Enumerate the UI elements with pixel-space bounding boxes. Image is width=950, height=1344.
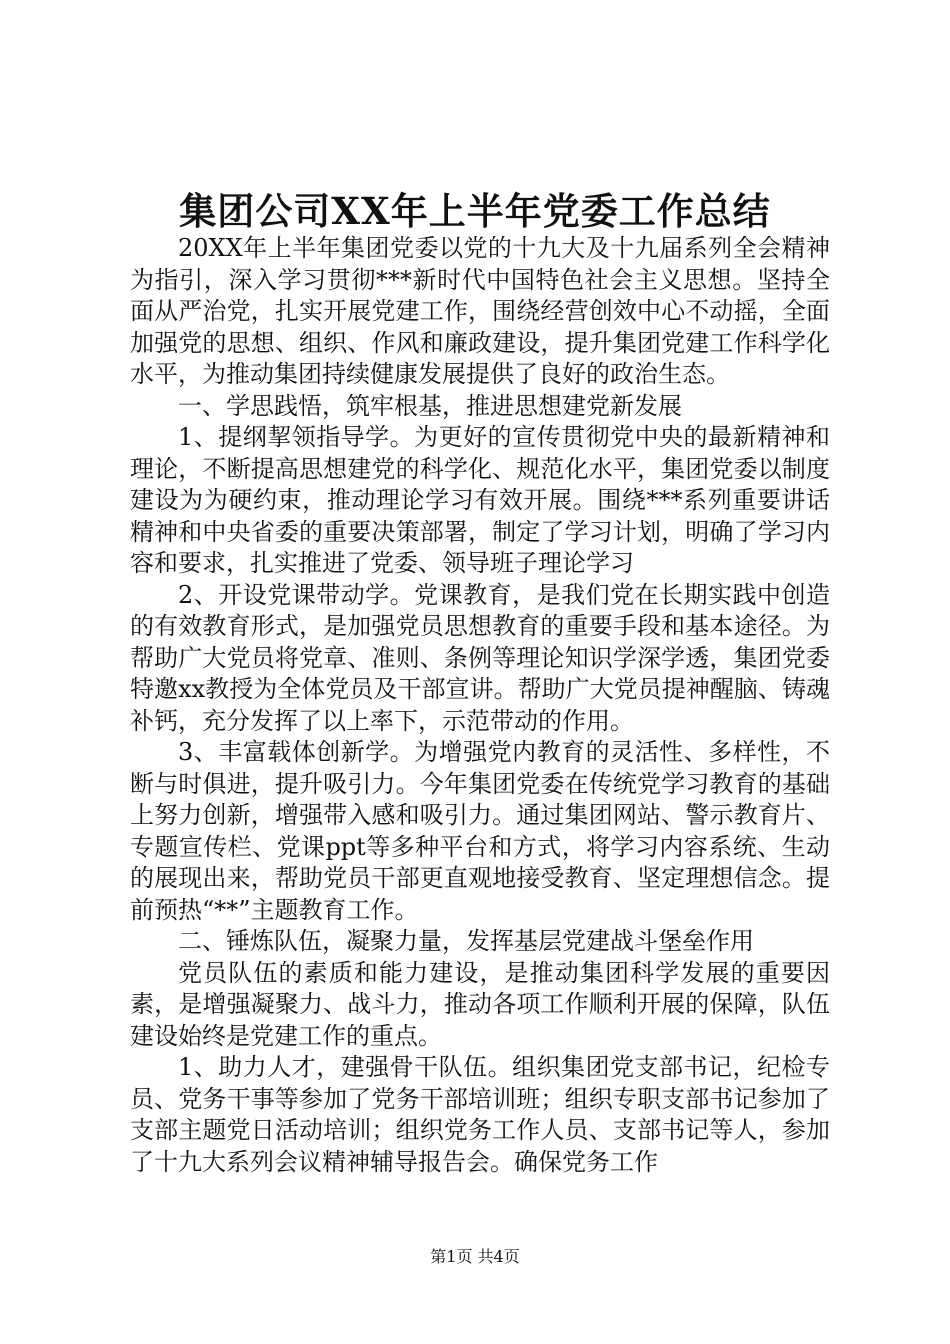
paragraph-1-3: 3、丰富载体创新学。为增强党内教育的灵活性、多样性，不断与时俱进，提升吸引力。今年集团党委在传统党学习教育的基础上努力创新，增强带入感和吸引力。通过集团网站、警示教育片、专题宣传栏、党课ppt等多种平台和方式，将学习内容系统、生动的展现出来，帮助党员干部更直观地接受教育、坚定理想信念。提前预热“**”主题教育工作。 — [130, 738, 830, 924]
paragraph-intro: 20XX年上半年集团党委以党的十九大及十九届系列全会精神为指引，深入学习贯彻***新时代中国特色社会主义思想。坚持全面从严治党，扎实开展党建工作，围绕经营创效中心不动摇，全面加强党的思想、组织、作风和廉政建设，提升集团党建工作科学化水平，为推动集团持续健康发展提供了良好的政治生态。 — [130, 234, 830, 388]
document-body — [130, 233, 830, 1178]
heading-section-1: 一、学思践悟，筑牢根基，推进思想建党新发展 — [178, 391, 682, 420]
document-title: 集团公司XX年上半年党委工作总结 — [179, 189, 771, 233]
paragraph-1-2: 2、开设党课带动学。党课教育，是我们党在长期实践中创造的有效教育形式，是加强党员思想教育的重要手段和基本途径。为帮助广大党员将党章、准则、条例等理论知识学深学透，集团党委特邀xx教授为全体党员及干部宣讲。帮助广大党员提神醒脑、铸魂补钙，充分发挥了以上率下，示范带动的作用。 — [130, 580, 830, 735]
paragraph-1-1: 1、提纲挈领指导学。为更好的宣传贯彻党中央的最新精神和理论，不断提高思想建党的科学化、规范化水平，集团党委以制度建设为为硬约束，推动理论学习有效开展。围绕***系列重要讲话精神和中央省委的重要决策部署，制定了学习计划，明确了学习内容和要求，扎实推进了党委、领导班子理论学习 — [130, 423, 830, 577]
paragraph-2-1: 1、助力人才，建强骨干队伍。组织集团党支部书记，纪检专员、党务干事等参加了党务干部培训班；组织专职支部书记参加了支部主题党日活动培训；组织党务工作人员、支部书记等人，参加了十九大系列会议精神辅导报告会。确保党务工作 — [130, 1053, 830, 1176]
paragraph-2-intro: 党员队伍的素质和能力建设，是推动集团科学发展的重要因素，是增强凝聚力、战斗力，推动各项工作顺利开展的保障，队伍建设始终是党建工作的重点。 — [130, 958, 830, 1050]
page-number: 第1页 共4页 — [430, 1247, 520, 1266]
heading-section-2: 二、锤炼队伍，凝聚力量，发挥基层党建战斗堡垒作用 — [178, 927, 754, 955]
